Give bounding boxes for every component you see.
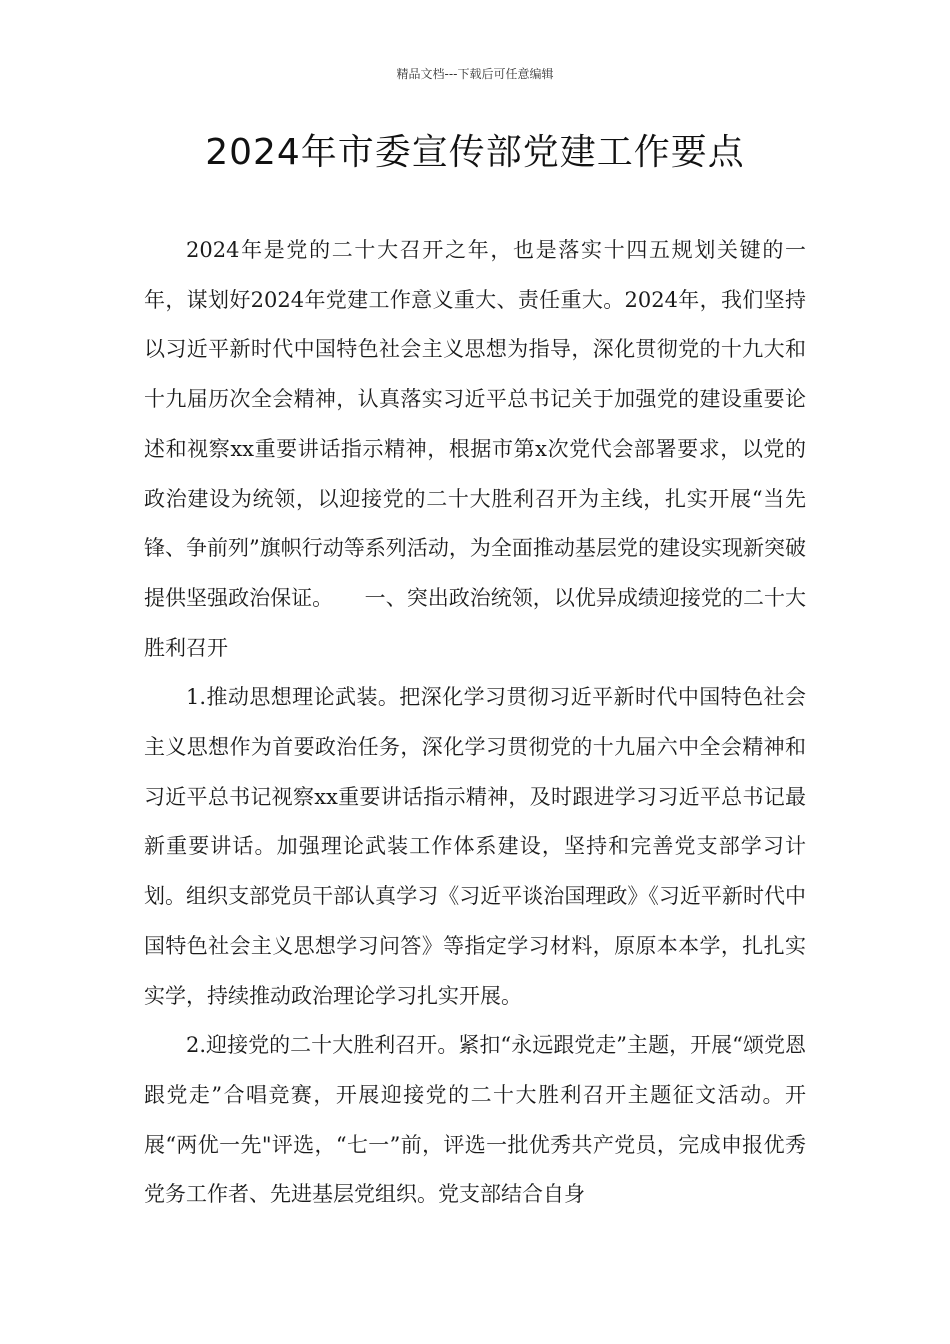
paragraph-item-1: 1.推动思想理论武装。把深化学习贯彻习近平新时代中国特色社会主义思想作为首要政治任务，深化学习贯彻党的十九届六中全会精神和习近平总书记视察xx重要讲话指示精神，及时跟进学习习近平总书记最新重要讲话。加强理论武装工作体系建设，坚持和完善党支部学习计划。组织支部党员干部认真学习《习近平谈治国理政》《习近平新时代中国特色社会主义思想学习问答》等指定学习材料，原原本本学，扎扎实实学，持续推动政治理论学习扎实开展。 <box>144 685 806 1008</box>
document-body <box>144 226 806 1220</box>
paragraph-item-2: 2.迎接党的二十大胜利召开。紧扣“永远跟党走”主题，开展“颂党恩跟党走”合唱竞赛，开展迎接党的二十大胜利召开主题征文活动。开展“两优一先"评选，“七一”前，评选一批优秀共产党员，完成申报优秀党务工作者、先进基层党组织。党支部结合自身 <box>144 1033 806 1207</box>
paragraph-intro: 2024年是党的二十大召开之年，也是落实十四五规划关键的一年，谋划好2024年党建工作意义重大、责任重大。2024年，我们坚持以习近平新时代中国特色社会主义思想为指导，深化贯彻党的十九大和十九届历次全会精神，认真落实习近平总书记关于加强党的建设重要论述和视察xx重要讲话指示精神，根据市第x次党代会部署要求，以党的政治建设为统领，以迎接党的二十大胜利召开为主线，扎实开展“当先锋、争前列”旗帜行动等系列活动，为全面推动基层党的建设实现新突破提供坚强政治保证。 一、突出政治统领，以优异成绩迎接党的二十大胜利召开 <box>144 238 806 660</box>
header-note: 精品文档---下载后可任意编辑 <box>396 67 554 81</box>
document-title: 2024年市委宣传部党建工作要点 <box>205 132 745 173</box>
